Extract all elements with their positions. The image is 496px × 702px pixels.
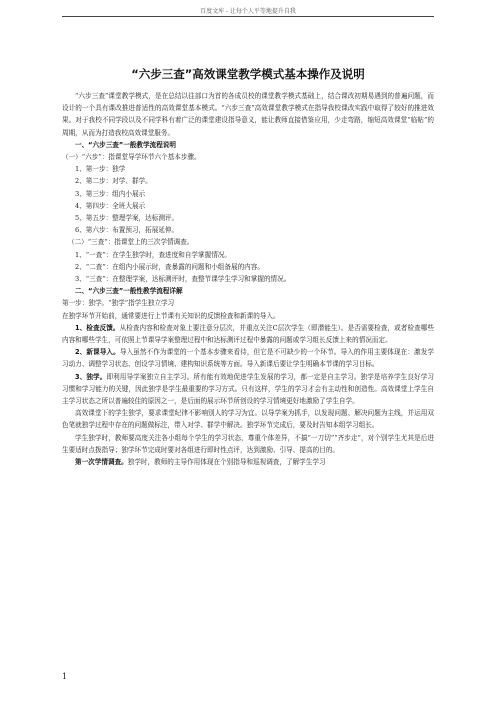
paragraph-text-first-survey: 独学时，教师的主导作用体现在个别指导和巡视调查，了解学生学习 [127,458,326,467]
check-item-2: 2、“二查”：在组内小展示时，查暴露的问题和小组备展的内容。 [75,262,264,271]
paragraph-lead-check-feedback: 1、检查反馈。 [75,323,120,332]
section-1-subheading-three-checks: （二）“三查”：指课堂上的三次学情调查。 [68,238,194,247]
header-divider [62,16,434,17]
page-number: 1 [62,672,68,681]
paragraph-text-check-feedback: 从检查内容和检查对象上要注意分层次，并重点关注C层次学生（即潜能生）。是否需要检查，或者检查哪些内容和哪些学生，可依照上节课导学案整理过程中和达标测评过程中暴露的问题或学习组长反馈上来的情况而定。 [62,323,435,345]
step-one-description: 在独学环节开始前，通常要进行上节课有关知识的反馈检查和新课的导入。 [62,311,280,320]
paragraph-text-independent-study: 即利用导学案独立自主学习。所有能有效地促进学生发展的学习，都一定是自主学习。独学是培养学生良好学习习惯和学习能力的关键，因此独学是学生最重要的学习方式。只有这样，学生的学习才会有主动性和创造性。高效课堂上学生自主学习状态之所以普遍较佳的原因之一，是后面的展示环节所创设的学习情境更好地激励了学生自学。 [62,372,435,406]
step-item-2: 2、第二步：对学、群学。 [75,177,152,186]
step-item-3: 3、第三步：组内小展示 [75,189,146,198]
document-title: “六步三查”高效课堂教学模式基本操作及说明 [131,67,365,81]
document-body [62,90,434,468]
check-item-1: 1、“一查”：在学生独学时，查进度和自学掌握情况。 [75,250,231,259]
step-item-5: 5、第五步：整理学案，达标测评。 [75,214,179,223]
page-header: 百度文库 - 让每个人平等地提升自我 [200,8,296,15]
step-item-4: 4、第四步：全班大展示 [75,201,146,210]
paragraph-classroom-discipline: 高效课堂下的学生独学，要求课堂纪律不影响别人的学习为宜。以导学案为抓手，以发现问题、解决问题为主线，并运用双色笔就独学过程中存在的问题做标注，带入对学、群学中解决。独学环节完成后，要及时告知本组学习组长。 [62,409,434,430]
step-item-1: 1、第一步：独学 [75,165,126,174]
step-one-independent-study: 第一步：独学。“独学”指学生独立学习 [62,299,175,308]
paragraph-independent-study [62,371,434,408]
section-1-heading: 一、“六步三查”一般教学流程说明 [75,140,176,149]
paragraph-text-lesson-intro: 导入虽然不作为课堂的一个基本步骤来看待，但它是不可缺少的一个环节。导入的作用主要体现在：激发学习动力、调整学习状态、创设学习情境、建构知识系统等方面。导入新课后要让学生明确本节课的学习目标。 [62,348,435,369]
section-1-subheading-six-steps: （一）“六步”：指课堂导学环节六个基本步骤。 [62,153,201,162]
paragraph-check-feedback [62,322,434,346]
paragraph-first-survey [62,456,434,468]
check-item-3: 3、“三查”：在整理学案，达标测评时，查整节课学生学习和掌握的情况。 [75,275,291,284]
intro-paragraph: “六步三查”课堂教学模式，是在总结以往部口为首的各成员校的课堂教学模式基础上，结合课改初期易遇到的普遍问题，而设计的一个具有课改推进普适性的高效课堂基本模式。“六步三查”高效课堂教学模式在指导我校课改实践中取得了较好的推进效果。对于我校不同学段以及不同学科有着广泛的课堂建设指导意义，能让教师直接借鉴应用，少走弯路，缩短高效课堂“临帖”的周期，从而为打造我校高效课堂服务。 [62,92,434,137]
paragraph-lead-independent-study: 3、独学。 [75,372,107,381]
paragraph-teacher-attention: 学生独学时，教师要高度关注各小组每个学生的学习状态，尊重个体差异，不搞“一刀切”“齐步走”，对个别学生尤其是后进生要适时点拨指导；独学环节完成时要对各组进行即时性点评，达到激励、引导、提高的目的。 [62,433,434,454]
paragraph-lead-first-survey: 第一次学情调查。 [75,458,128,467]
paragraph-lead-lesson-intro: 2、新课导入。 [75,348,120,357]
section-2-heading: 二、“六步三查”一般性教学流程详解 [75,287,183,296]
step-item-6: 6、第六步：布置预习，拓展延伸。 [75,226,179,235]
paragraph-lesson-intro [62,346,434,370]
